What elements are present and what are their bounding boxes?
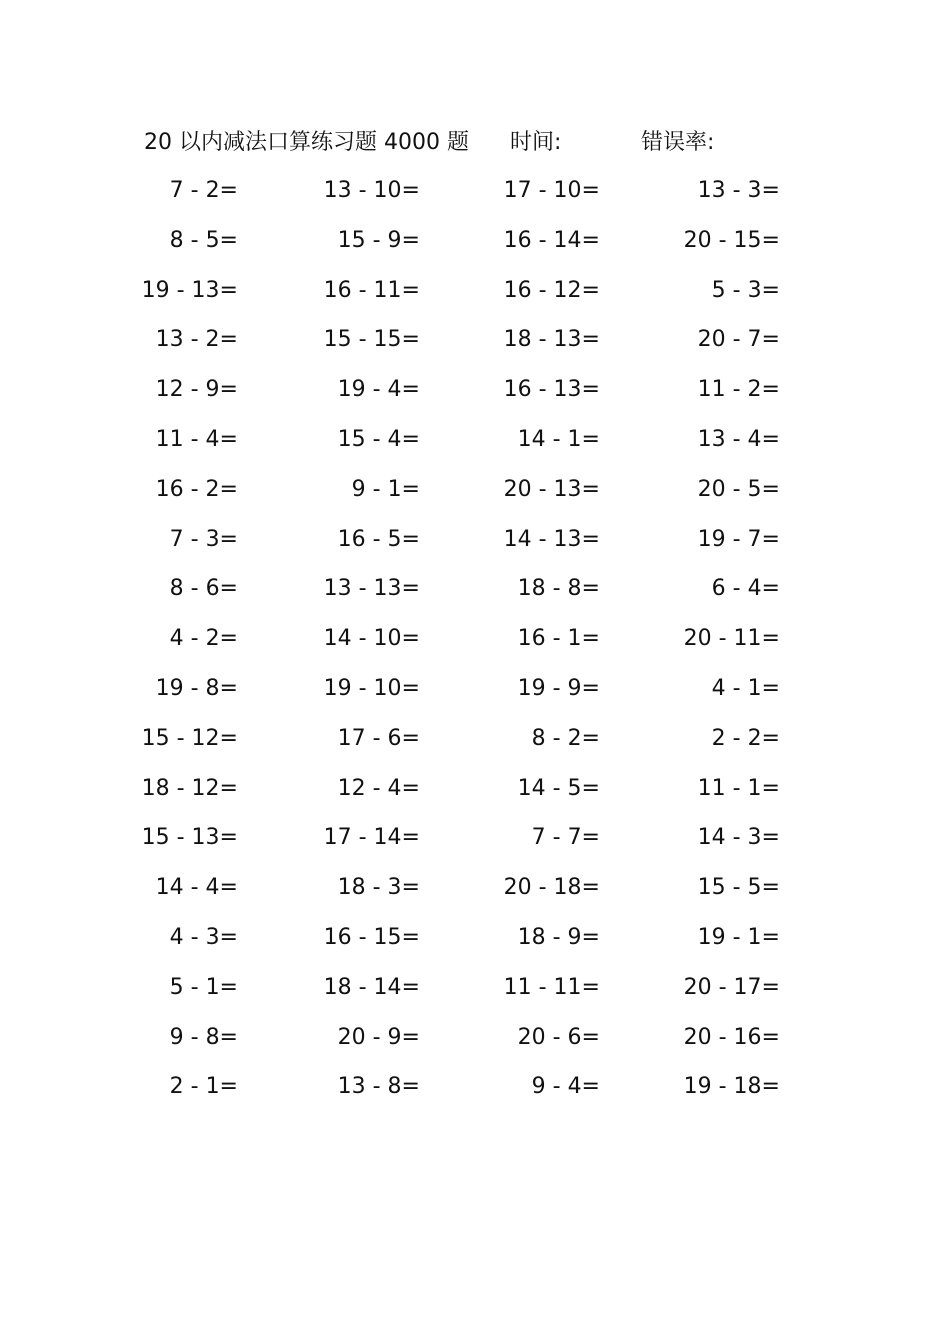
problem-cell: 9 - 4= bbox=[531, 1074, 600, 1100]
problem-cell: 16 - 1= bbox=[517, 626, 600, 652]
problem-cell: 16 - 13= bbox=[503, 377, 600, 403]
problem-cell: 17 - 14= bbox=[323, 825, 420, 851]
problem-row bbox=[0, 673, 950, 723]
problem-cell: 9 - 1= bbox=[351, 476, 420, 502]
problem-row bbox=[0, 573, 950, 623]
problem-grid bbox=[0, 175, 950, 1121]
problem-cell: 11 - 4= bbox=[155, 426, 238, 452]
problem-cell: 12 - 9= bbox=[155, 377, 238, 403]
problem-cell: 19 - 18= bbox=[683, 1074, 780, 1100]
problem-cell: 7 - 7= bbox=[531, 825, 600, 851]
error-rate-label: 错误率: bbox=[641, 130, 715, 155]
problem-cell: 8 - 2= bbox=[531, 725, 600, 751]
problem-cell: 15 - 5= bbox=[697, 875, 780, 901]
problem-cell: 11 - 2= bbox=[697, 377, 780, 403]
problem-cell: 15 - 4= bbox=[337, 426, 420, 452]
problem-cell: 5 - 3= bbox=[711, 277, 780, 303]
problem-cell: 11 - 11= bbox=[503, 974, 600, 1000]
time-label: 时间: bbox=[510, 130, 562, 155]
problem-row bbox=[0, 1071, 950, 1121]
problem-row bbox=[0, 175, 950, 225]
problem-cell: 14 - 5= bbox=[517, 775, 600, 801]
problem-cell: 20 - 11= bbox=[683, 626, 780, 652]
problem-cell: 7 - 2= bbox=[169, 178, 238, 203]
problem-cell: 8 - 6= bbox=[169, 576, 238, 602]
problem-cell: 4 - 3= bbox=[169, 924, 238, 950]
problem-cell: 17 - 10= bbox=[503, 178, 600, 203]
problem-cell: 20 - 15= bbox=[683, 227, 780, 253]
problem-cell: 17 - 6= bbox=[337, 725, 420, 751]
problem-row bbox=[0, 524, 950, 574]
problem-cell: 13 - 10= bbox=[323, 178, 420, 203]
problem-cell: 4 - 2= bbox=[169, 626, 238, 652]
problem-cell: 2 - 2= bbox=[711, 725, 780, 751]
problem-cell: 15 - 15= bbox=[323, 327, 420, 353]
problem-cell: 13 - 13= bbox=[323, 576, 420, 602]
problem-cell: 20 - 7= bbox=[697, 327, 780, 353]
problem-cell: 20 - 13= bbox=[503, 476, 600, 502]
problem-cell: 20 - 5= bbox=[697, 476, 780, 502]
problem-row bbox=[0, 623, 950, 673]
problem-cell: 16 - 15= bbox=[323, 924, 420, 950]
problem-cell: 13 - 2= bbox=[155, 327, 238, 353]
problem-cell: 16 - 5= bbox=[337, 526, 420, 552]
problem-cell: 19 - 7= bbox=[697, 526, 780, 552]
problem-cell: 7 - 3= bbox=[169, 526, 238, 552]
problem-cell: 18 - 14= bbox=[323, 974, 420, 1000]
problem-cell: 15 - 13= bbox=[141, 825, 238, 851]
problem-row bbox=[0, 723, 950, 773]
problem-cell: 13 - 3= bbox=[697, 178, 780, 203]
problem-cell: 13 - 4= bbox=[697, 426, 780, 452]
problem-row bbox=[0, 773, 950, 823]
problem-cell: 19 - 13= bbox=[141, 277, 238, 303]
worksheet-title: 20 以内减法口算练习题 4000 题 bbox=[144, 130, 469, 155]
problem-cell: 18 - 8= bbox=[517, 576, 600, 602]
problem-cell: 19 - 1= bbox=[697, 924, 780, 950]
problem-row bbox=[0, 324, 950, 374]
problem-row bbox=[0, 225, 950, 275]
problem-cell: 13 - 8= bbox=[337, 1074, 420, 1100]
problem-cell: 14 - 4= bbox=[155, 875, 238, 901]
problem-row bbox=[0, 1022, 950, 1072]
problem-cell: 11 - 1= bbox=[697, 775, 780, 801]
problem-cell: 16 - 14= bbox=[503, 227, 600, 253]
problem-cell: 18 - 13= bbox=[503, 327, 600, 353]
problem-row bbox=[0, 275, 950, 325]
problem-cell: 19 - 9= bbox=[517, 675, 600, 701]
problem-cell: 4 - 1= bbox=[711, 675, 780, 701]
problem-cell: 6 - 4= bbox=[711, 576, 780, 602]
problem-cell: 15 - 12= bbox=[141, 725, 238, 751]
problem-cell: 16 - 11= bbox=[323, 277, 420, 303]
problem-cell: 19 - 10= bbox=[323, 675, 420, 701]
problem-cell: 14 - 3= bbox=[697, 825, 780, 851]
problem-cell: 19 - 8= bbox=[155, 675, 238, 701]
problem-cell: 8 - 5= bbox=[169, 227, 238, 253]
problem-cell: 18 - 12= bbox=[141, 775, 238, 801]
problem-cell: 14 - 10= bbox=[323, 626, 420, 652]
problem-cell: 20 - 17= bbox=[683, 974, 780, 1000]
problem-cell: 9 - 8= bbox=[169, 1024, 238, 1050]
worksheet-header bbox=[144, 126, 784, 160]
problem-row bbox=[0, 872, 950, 922]
problem-cell: 15 - 9= bbox=[337, 227, 420, 253]
problem-cell: 20 - 6= bbox=[517, 1024, 600, 1050]
problem-cell: 14 - 1= bbox=[517, 426, 600, 452]
problem-cell: 20 - 18= bbox=[503, 875, 600, 901]
problem-cell: 18 - 9= bbox=[517, 924, 600, 950]
problem-row bbox=[0, 972, 950, 1022]
problem-row bbox=[0, 474, 950, 524]
problem-cell: 16 - 12= bbox=[503, 277, 600, 303]
problem-cell: 5 - 1= bbox=[169, 974, 238, 1000]
problem-row bbox=[0, 822, 950, 872]
problem-cell: 16 - 2= bbox=[155, 476, 238, 502]
problem-cell: 19 - 4= bbox=[337, 377, 420, 403]
problem-cell: 12 - 4= bbox=[337, 775, 420, 801]
problem-cell: 14 - 13= bbox=[503, 526, 600, 552]
problem-row bbox=[0, 374, 950, 424]
problem-cell: 18 - 3= bbox=[337, 875, 420, 901]
problem-cell: 20 - 9= bbox=[337, 1024, 420, 1050]
problem-row bbox=[0, 424, 950, 474]
problem-cell: 20 - 16= bbox=[683, 1024, 780, 1050]
problem-row bbox=[0, 922, 950, 972]
problem-cell: 2 - 1= bbox=[169, 1074, 238, 1100]
